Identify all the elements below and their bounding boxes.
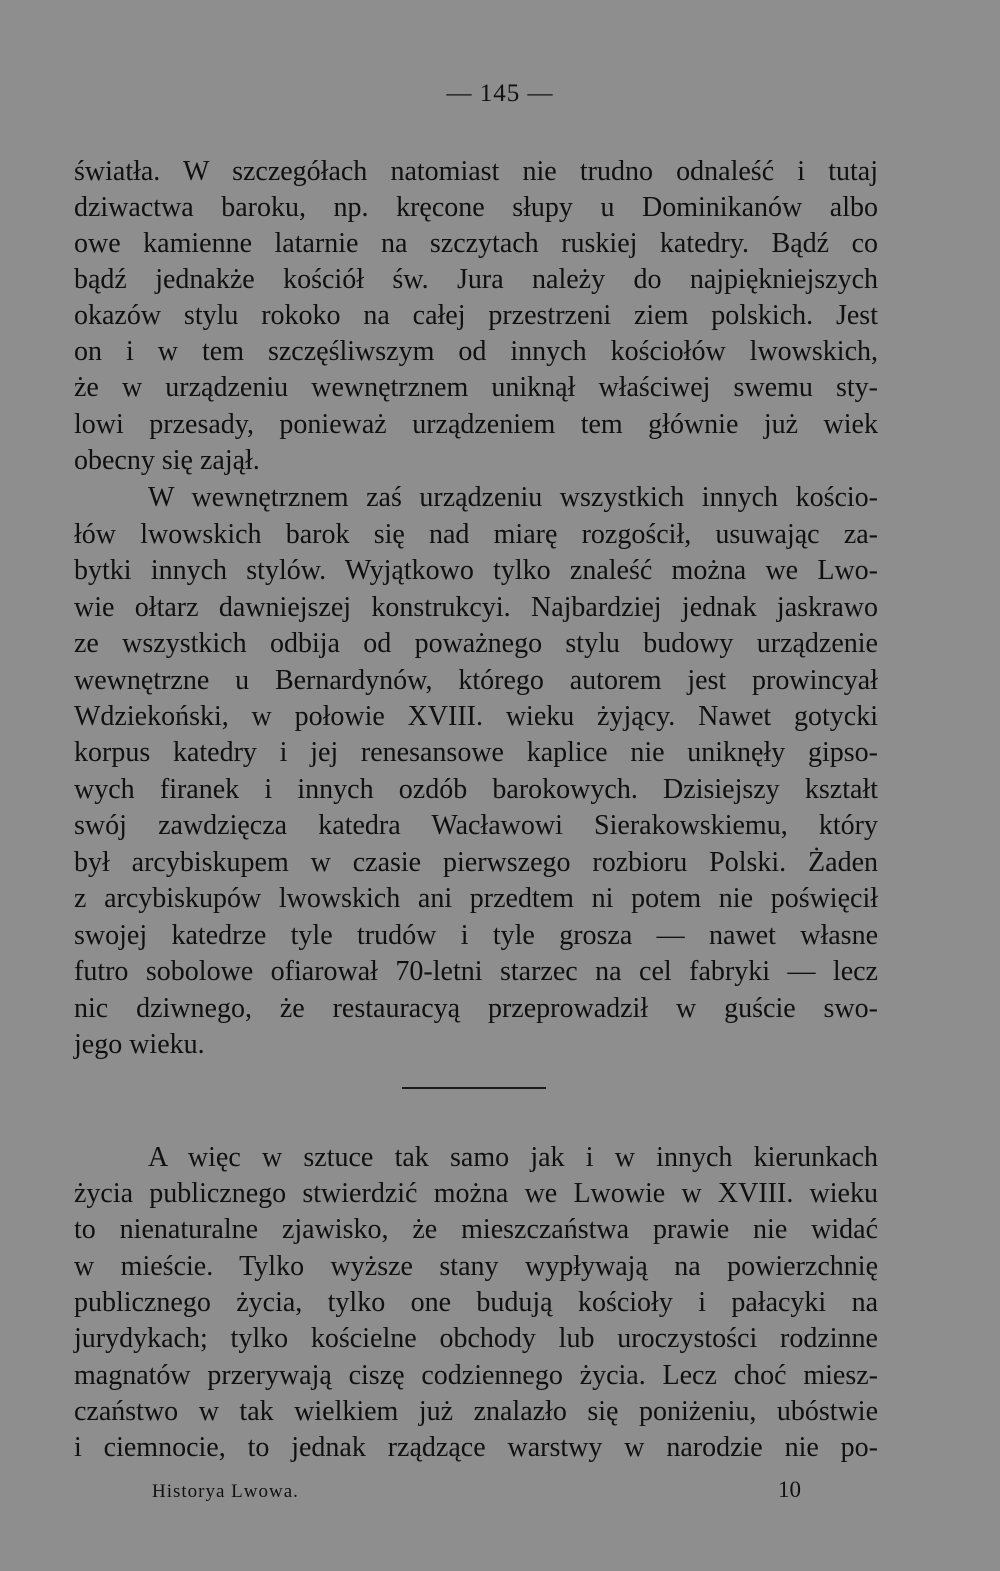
text-line: Wdziekoński, w połowie XVIII. wieku żyjący. Nawet gotycki — [74, 701, 878, 732]
text-line: w mieście. Tylko wyższe stany wypływają na powierzchnię — [74, 1251, 878, 1282]
footer-sheet-number: 10 — [778, 1477, 801, 1502]
text-line: W wewnętrznem zaś urządzeniu wszystkich innych kościo- — [148, 482, 878, 513]
text-line: to nienaturalne zjawisko, że mieszczaństwa prawie nie widać — [74, 1214, 878, 1245]
text-line: czaństwo w tak wielkiem już znalazło się poniżeniu, ubóstwie — [74, 1396, 878, 1427]
text-line: on i w tem szczęśliwszym od innych kościołów lwowskich, — [74, 336, 878, 367]
text-line: ze wszystkich odbija od poważnego stylu budowy urządzenie — [74, 628, 878, 659]
text-line: światła. W szczegółach natomiast nie trudno odnaleść i tutaj — [74, 156, 878, 187]
text-line: wewnętrzne u Bernardynów, którego autorem jest prowincyał — [74, 665, 878, 696]
text-line: lowi przesady, ponieważ urządzeniem tem głównie już wiek — [74, 409, 878, 440]
text-line: bądź jednakże kościół św. Jura należy do najpiękniejszych — [74, 264, 878, 295]
text-line: że w urządzeniu wewnętrznem uniknął właściwej swemu sty- — [74, 372, 878, 403]
text-line: bytki innych stylów. Wyjątkowo tylko znaleść można we Lwo- — [74, 555, 878, 586]
text-line: nic dziwnego, że restauracyą przeprowadził w guście swo- — [74, 993, 878, 1024]
text-line: łów lwowskich barok się nad miarę rozgościł, usuwając za- — [74, 519, 878, 550]
text-line: wych firanek i innych ozdób barokowych. Dzisiejszy kształt — [74, 774, 878, 805]
text-line: życia publicznego stwierdzić można we Lwowie w XVIII. wieku — [74, 1178, 878, 1209]
text-line: był arcybiskupem w czasie pierwszego rozbioru Polski. Żaden — [74, 847, 878, 878]
text-line: publicznego życia, tylko one budują kościoły i pałacyki na — [74, 1287, 878, 1318]
text-line: korpus katedry i jej renesansowe kaplice nie uniknęły gipso- — [74, 737, 878, 768]
text-line: owe kamienne latarnie na szczytach ruskiej katedry. Bądź co — [74, 228, 878, 259]
text-line: i ciemnocie, to jednak rządzące warstwy w narodzie nie po- — [74, 1432, 878, 1463]
text-line: jurydykach; tylko kościelne obchody lub uroczystości rodzinne — [74, 1323, 878, 1354]
text-line: A więc w sztuce tak samo jak i w innych kierunkach — [148, 1142, 878, 1173]
page-number-header: — 145 — — [446, 80, 554, 107]
section-divider — [402, 1087, 546, 1089]
text-line: z arcybiskupów lwowskich ani przedtem ni potem nie poświęcił — [74, 883, 878, 914]
text-line: dziwactwa baroku, np. kręcone słupy u Dominikanów albo — [74, 192, 878, 223]
text-line: obecny się zajął. — [74, 445, 260, 476]
text-line: futro sobolowe ofiarował 70-letni starzec na cel fabryki — lecz — [74, 956, 878, 987]
text-line: jego wieku. — [74, 1029, 205, 1060]
text-line: magnatów przerywają ciszę codziennego życia. Lecz choć miesz- — [74, 1360, 878, 1391]
text-line: swojej katedrze tyle trudów i tyle grosza — nawet własne — [74, 920, 878, 951]
text-line: swój zawdzięcza katedra Wacławowi Sierakowskiemu, który — [74, 810, 878, 841]
footer-signature-title: Historya Lwowa. — [152, 1481, 299, 1502]
text-line: wie ołtarz dawniejszej konstrukcyi. Najbardziej jednak jaskrawo — [74, 592, 878, 623]
text-line: okazów stylu rokoko na całej przestrzeni ziem polskich. Jest — [74, 300, 878, 331]
